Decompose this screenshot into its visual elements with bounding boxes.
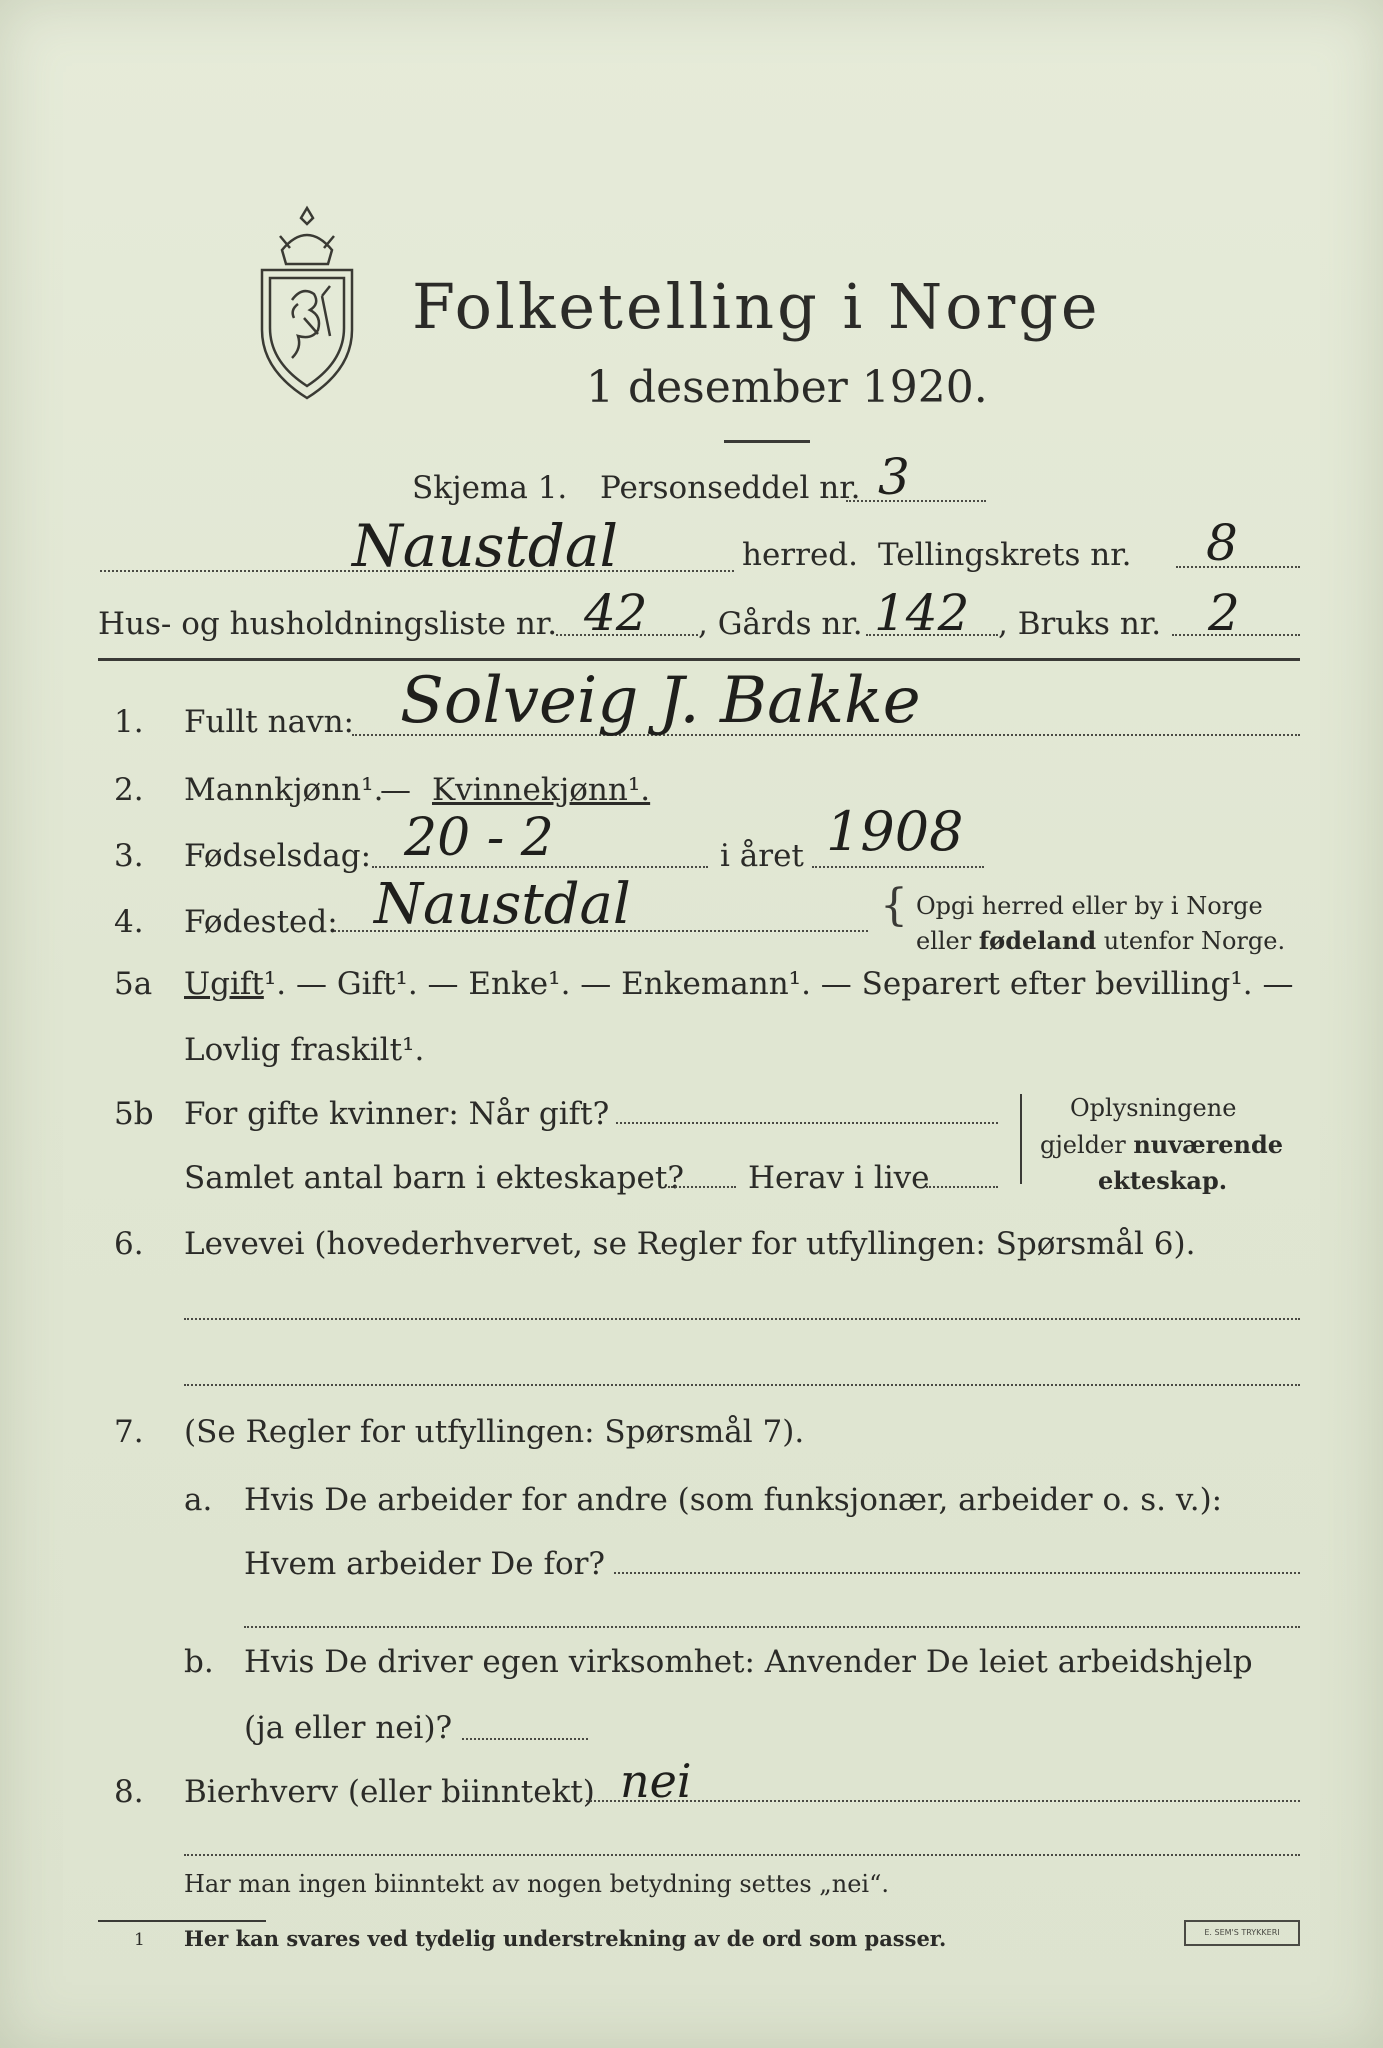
q8-line bbox=[586, 1800, 1300, 1802]
marital-other-options[interactable]: ¹. — Gift¹. — Enke¹. — Enkemann¹. — Separert efter bevilling¹. — bbox=[263, 966, 1294, 1002]
form-date: 1 desember 1920. bbox=[586, 362, 988, 413]
q7b-text: Hvis De driver egen virksomhet: Anvender De leiet arbeidshjelp bbox=[244, 1644, 1253, 1680]
q4-note-1: Opgi herred eller by i Norge bbox=[916, 892, 1263, 920]
bruks-value[interactable]: 2 bbox=[1208, 584, 1240, 642]
q5b-label-2: Samlet antal barn i ekteskapet? bbox=[184, 1160, 684, 1196]
q5b-note-1: Oplysningene bbox=[1070, 1094, 1237, 1122]
q5b-label-3: Herav i live bbox=[748, 1160, 930, 1196]
q4-brace: { bbox=[880, 880, 908, 931]
q7-label: (Se Regler for utfyllingen: Spørsmål 7). bbox=[184, 1414, 805, 1450]
footnote-text: Her kan svares ved tydelig understrekning av de ord som passer. bbox=[184, 1926, 947, 1951]
printer-stamp: E. SEM'S TRYKKERI bbox=[1184, 1920, 1300, 1946]
q7b-letter: b. bbox=[184, 1644, 214, 1680]
gards-label: , Gårds nr. bbox=[698, 606, 863, 642]
q7a-letter: a. bbox=[184, 1482, 213, 1518]
footnote-rule bbox=[98, 1920, 266, 1922]
employer-line bbox=[614, 1572, 1300, 1574]
personseddel-label: Personseddel nr. bbox=[600, 470, 861, 506]
q5b-number: 5b bbox=[114, 1096, 154, 1132]
bruks-label: , Bruks nr. bbox=[998, 606, 1162, 642]
q8-line-2 bbox=[184, 1854, 1300, 1856]
q5a-options bbox=[184, 966, 1293, 1002]
q1-label: Fullt navn: bbox=[184, 704, 354, 740]
husholdningsliste-value[interactable]: 42 bbox=[584, 584, 648, 642]
male-option[interactable]: Mannkjønn¹. bbox=[184, 772, 384, 808]
year-value[interactable]: 1908 bbox=[826, 800, 964, 863]
q4-note-2: eller fødeland utenfor Norge. bbox=[916, 926, 1286, 955]
q4-label: Fødested: bbox=[184, 904, 338, 940]
q6-line-2 bbox=[184, 1384, 1300, 1386]
q5b-note-bar bbox=[1020, 1094, 1022, 1184]
gards-value[interactable]: 142 bbox=[874, 584, 970, 642]
employer-line-2 bbox=[244, 1626, 1300, 1628]
herred-label: herred. bbox=[742, 537, 858, 573]
year-line bbox=[812, 866, 984, 868]
tellingskrets-value[interactable]: 8 bbox=[1206, 514, 1238, 572]
side-income-value[interactable]: nei bbox=[620, 1754, 692, 1808]
married-when-line bbox=[616, 1122, 998, 1124]
q7a-sub: Hvem arbeider De for? bbox=[244, 1546, 606, 1582]
q8-label: Bierhverv (eller biinntekt) bbox=[184, 1774, 595, 1810]
personseddel-value[interactable]: 3 bbox=[878, 448, 910, 506]
q2-dash: — bbox=[380, 772, 411, 808]
coat-of-arms-icon bbox=[252, 200, 362, 405]
birthplace-value[interactable]: Naustdal bbox=[374, 872, 631, 937]
q7-number: 7. bbox=[114, 1414, 144, 1450]
q7a-text: Hvis De arbeider for andre (som funksjonær, arbeider o. s. v.): bbox=[244, 1482, 1223, 1518]
q6-number: 6. bbox=[114, 1226, 144, 1262]
herred-value[interactable]: Naustdal bbox=[352, 512, 619, 580]
q1-number: 1. bbox=[114, 704, 144, 740]
female-option[interactable]: Kvinnekjønn¹. bbox=[432, 772, 651, 808]
q6-label: Levevei (hovederhvervet, se Regler for utfyllingen: Spørsmål 6). bbox=[184, 1226, 1196, 1262]
divorced-option[interactable]: Lovlig fraskilt¹. bbox=[184, 1032, 425, 1068]
hired-help-line bbox=[462, 1738, 588, 1740]
unmarried-option[interactable]: Ugift bbox=[184, 966, 264, 1002]
full-name-value[interactable]: Solveig J. Bakke bbox=[400, 664, 921, 738]
q5b-note-3: ekteskap. bbox=[1098, 1166, 1228, 1195]
children-line bbox=[668, 1186, 736, 1188]
header-rule bbox=[98, 658, 1300, 661]
q3-number: 3. bbox=[114, 838, 144, 874]
birthday-value[interactable]: 20 - 2 bbox=[404, 808, 554, 868]
personseddel-line bbox=[846, 500, 986, 502]
q3-label: Fødselsdag: bbox=[184, 838, 372, 874]
alive-line bbox=[926, 1186, 998, 1188]
q2-number: 2. bbox=[114, 772, 144, 808]
footer-note: Har man ingen biinntekt av nogen betydning settes „nei“. bbox=[184, 1870, 889, 1898]
q5a-number: 5a bbox=[114, 966, 153, 1002]
husholdningsliste-label: Hus- og husholdningsliste nr. bbox=[98, 606, 558, 642]
title-divider bbox=[724, 440, 810, 443]
footnote-mark: 1 bbox=[134, 1930, 145, 1950]
year-label: i året bbox=[720, 838, 804, 874]
q4-number: 4. bbox=[114, 904, 144, 940]
tellingskrets-line bbox=[1176, 566, 1300, 568]
q6-line-1 bbox=[184, 1318, 1300, 1320]
q8-number: 8. bbox=[114, 1774, 144, 1810]
schema-label: Skjema 1. bbox=[412, 470, 568, 506]
q5b-note-2: gjelder nuværende bbox=[1040, 1130, 1284, 1159]
q5b-label-1: For gifte kvinner: Når gift? bbox=[184, 1096, 610, 1132]
tellingskrets-label: Tellingskrets nr. bbox=[878, 537, 1132, 573]
form-title: Folketelling i Norge bbox=[412, 270, 1101, 343]
q7b-sub: (ja eller nei)? bbox=[244, 1710, 453, 1746]
